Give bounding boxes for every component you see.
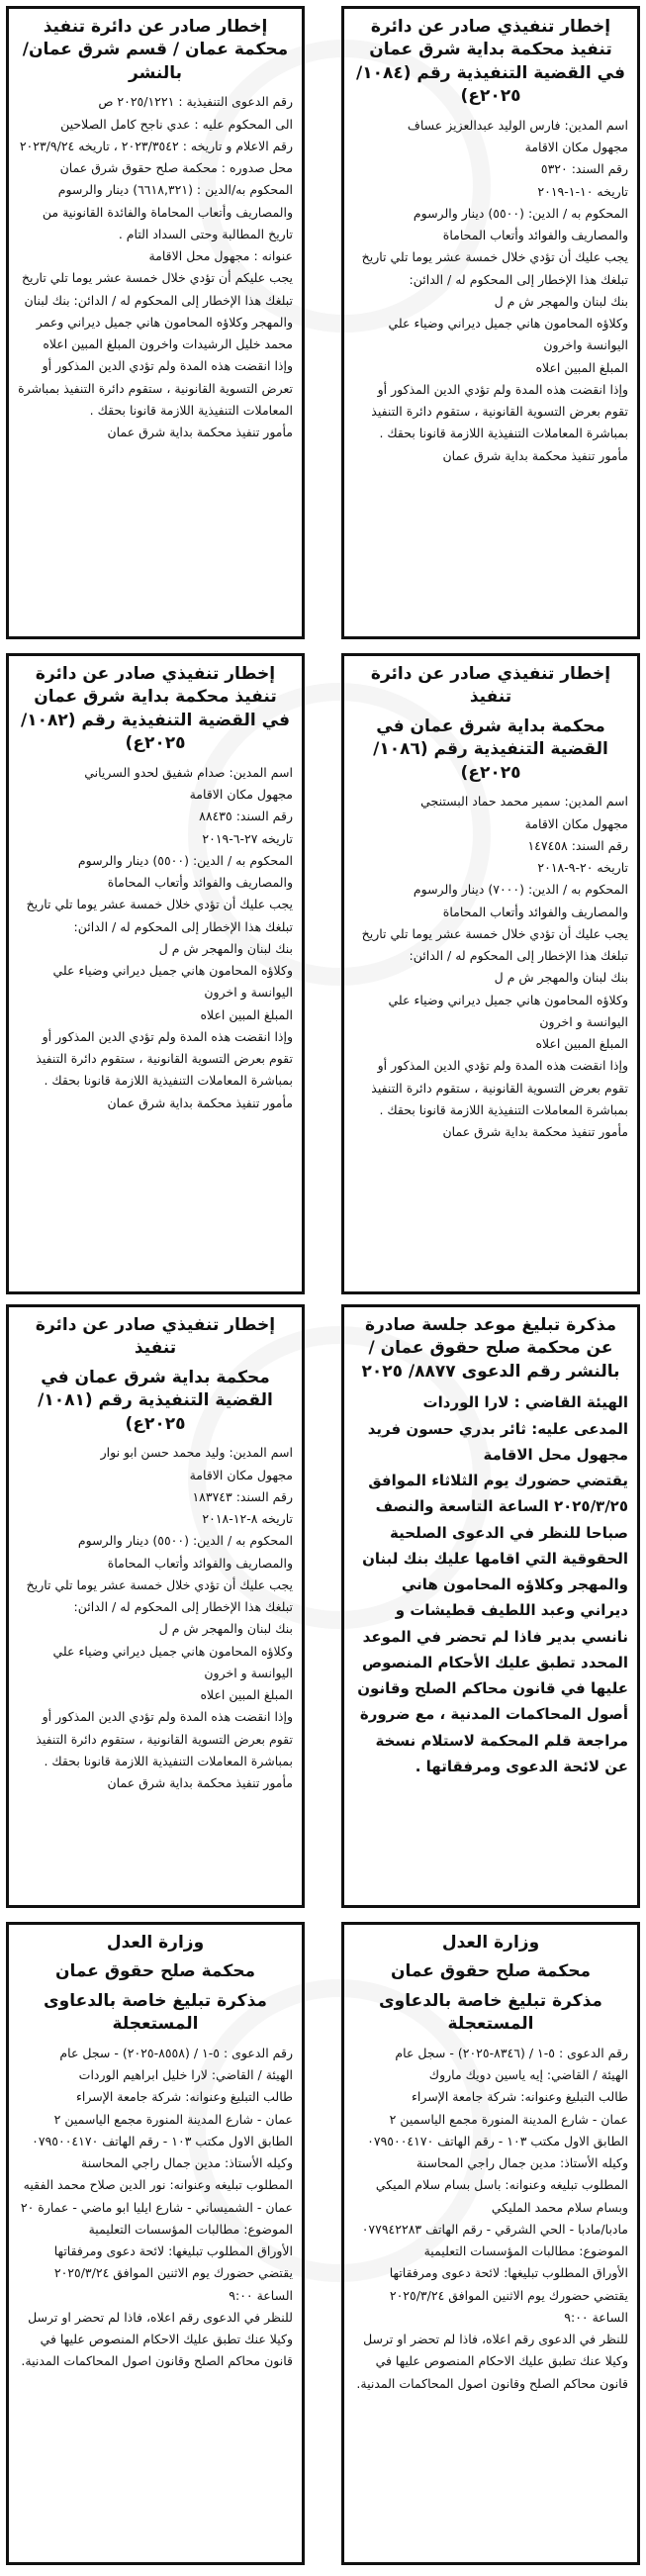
notice-line: اسم المدين: فارس الوليد عبدالعزيز عساف bbox=[407, 117, 628, 133]
notice-line: رقم السند: ٥٣٢٠ bbox=[540, 161, 628, 177]
notice-line: الهيئة / القاضي: لارا خليل ابراهيم الوردات bbox=[78, 2067, 293, 2083]
notice-heading: محكمة بداية شرق عمان في القضية التنفيذية رقم (١٠٨١/ ٢٠٢٥ع) bbox=[38, 1367, 273, 1434]
notice-line: مأمور تنفيذ محكمة بداية شرق عمان bbox=[107, 425, 293, 440]
notice-heading: إخطار صادر عن دائرة تنفيذ محكمة عمان / قسم شرق عمان/ بالنشر bbox=[22, 17, 289, 83]
notice-heading: محكمة صلح حقوق عمان bbox=[55, 1961, 255, 1982]
notice-box bbox=[341, 653, 640, 1294]
notice-line: وكلاؤه المحامون هاني جميل ديراني وضياء علي اليوانسة واخرون bbox=[388, 316, 628, 353]
notice-line: وكيله الأستاذ: مدين جمال راجي المحاسنة bbox=[416, 2155, 628, 2171]
notice-line: يقتضي حضورك يوم الاثنين الموافق ٢٠٢٥/٣/٢٤ الساعة ٩:٠٠ bbox=[389, 2287, 628, 2325]
notice-box bbox=[6, 1304, 305, 1908]
notice-heading: مذكرة تبليغ موعد جلسة صادرة عن محكمة صلح حقوق عمان / بالنشر رقم الدعوى ٨٨٧٧/ ٢٠٢٥ bbox=[361, 1315, 620, 1382]
notice-heading: وزارة العدل bbox=[441, 1933, 540, 1953]
notice-line: المحكوم به / الدين: (٧٠٠٠) دينار والرسوم والمصاريف والفوائد وأتعاب المحاماة bbox=[413, 882, 628, 919]
notice-heading: مذكرة تبليغ خاصة بالدعاوى المستعجلة bbox=[379, 1990, 602, 2035]
notice-line: مأمور تنفيذ محكمة بداية شرق عمان bbox=[107, 1775, 293, 1791]
notice-line: مادبا/مادبا - الحي الشرقي - رقم الهاتف ٠٧٧٩٤٢٢٨٣ bbox=[361, 2221, 628, 2237]
notice-heading: مذكرة تبليغ خاصة بالدعاوى المستعجلة bbox=[44, 1990, 267, 2035]
notice-line: عمان - الشميساني - شارع ايليا ابو ماضي - عمارة ٢٠ bbox=[20, 2199, 293, 2215]
notice-line: وكيله الأستاذ: مدين جمال راجي المحاسنة bbox=[81, 2155, 293, 2171]
notice-line: الهيئة القاضي : لارا الوردات bbox=[422, 1393, 628, 1412]
notice-line: تاريخه ٢٠-٩-٢٠١٨ bbox=[537, 860, 628, 876]
notice-box bbox=[6, 1922, 305, 2565]
notice-line: مجهول مكان الاقامة bbox=[524, 815, 628, 831]
notice-line: رقم الاعلام و تاريخه : ٢٠٢٣/٣٥٤٢ ، تاريخه ٢٠٢٣/٩/٢٤ bbox=[19, 138, 293, 153]
notice-line: محل صدوره : محكمة صلح حقوق شرق عمان bbox=[59, 160, 293, 176]
notice-line: المدعى عليه: ثائر بدري حسون فريد مجهول محل الاقامة bbox=[367, 1419, 628, 1464]
notice-line: رقم السند: ٨٨٤٣٥ bbox=[199, 809, 293, 824]
notice-line: وإذا انقضت هذه المدة ولم تؤدي الدين المذكور أو تقوم بعرض التسوية القانونية ، ستقوم دائرة التنفيذ بمباشرة المعاملات التنفيذية اللازمة قانونا بحقك . bbox=[36, 1028, 293, 1089]
notice-heading: محكمة صلح حقوق عمان bbox=[391, 1961, 591, 1982]
notice-line: طالب التبليغ وعنوانه: شركة جامعة الإسراء bbox=[412, 2089, 628, 2105]
notice-line: رقم السند: ١٤٧٤٥٨ bbox=[527, 837, 628, 853]
notice-line: وإذا انقضت هذه المدة ولم تؤدي الدين المذكور أو تقوم بعرض التسوية القانونية ، ستقوم دائرة التنفيذ بمباشرة المعاملات التنفيذية اللازمة قانونا بحقك . bbox=[371, 381, 628, 441]
notice-box bbox=[341, 1304, 640, 1908]
notice-line: مجهول مكان الاقامة bbox=[189, 787, 293, 803]
notice-line: عمان - شارع المدينة المنورة مجمع الياسمين ٢ الطابق الاول مكتب ١٠٣ - رقم الهاتف ٠٧٩٥٠٠٤١٧٠ bbox=[367, 2111, 628, 2148]
notice-line: رقم الدعوى التنفيذية : ٢٠٢٥/١٢٢١ ص bbox=[98, 94, 293, 110]
notice-line: تاريخه ٨-١٢-٢٠١٨ bbox=[202, 1511, 293, 1527]
notice-line: اسم المدين: سمير محمد حماد البستنجي bbox=[420, 794, 628, 810]
notice-line: للنظر في الدعوى رقم اعلاه، فاذا لم تحضر او ترسل وكيلا عنك تطبق عليك الاحكام المنصوص عليها في قانون محاكم الصلح وقانون اصول المحاكمات المدنية. bbox=[356, 2332, 628, 2391]
notice-line: المحكوم به/الدين : (٦٦١٨,٣٢١) دينار والرسوم والمصاريف وأتعاب المحاماة والفائدة القانونية من تاريخ المطالبة وحتى السداد التام . bbox=[42, 182, 293, 241]
notice-line: المبلغ المبين اعلاه bbox=[535, 1036, 628, 1052]
notice-line: يقتضي حضورك يوم الثلاثاء الموافق ٢٠٢٥/٣/٢٥ الساعة التاسعة والنصف صباحا للنظر في الدعوى الصلحية الحقوقية التي اقامها عليك بنك لبنان والمهجر وكلاؤه المحامون هاني ديراني وعبد اللطيف قطيشات و نانسي بدير فاذا لم تحضر في الموعد المحدد تطبق عليك الأحكام المنصوص عليها في قانون محاكم الصلح وقانون أصول المحاكمات المدنية ، مع ضرورة مراجعة قلم المحكمة لاستلام نسخة عن لائحة الدعوى ومرفقاتها . bbox=[357, 1472, 628, 1775]
notice-line: رقم الدعوى : ٥-١ / (٨٥٥٨-٢٠٢٥) - سجل عام bbox=[59, 2045, 293, 2060]
notice-line: بنك لبنان والمهجر ش م ل bbox=[158, 1621, 293, 1637]
notice-line: يجب عليك أن تؤدي خلال خمسة عشر يوما تلي تاريخ تبلغك هذا الإخطار إلى المحكوم له / الدائن: bbox=[361, 249, 628, 287]
notice-heading: إخطار تنفيذي صادر عن دائرة تنفيذ محكمة بداية شرق عمان في القضية التنفيذية رقم (١٠٨٤/ ٢٠٢٥ع) bbox=[356, 17, 625, 107]
notice-line: تاريخه ١٠-١-٢٠١٩ bbox=[537, 183, 628, 199]
notice-line: المطلوب تبليغه وعنوانه: نور الدين صلاح محمد الفقيه bbox=[23, 2177, 293, 2193]
notice-line: المبلغ المبين اعلاه bbox=[535, 359, 628, 375]
notice-heading: وزارة العدل bbox=[106, 1933, 205, 1953]
notice-line: عنوانه : مجهول محل الاقامة bbox=[148, 248, 293, 264]
notice-line: بنك لبنان والمهجر ش م ل bbox=[158, 940, 293, 956]
notice-line: وإذا انقضت هذه المدة ولم تؤدي الدين المذكور أو تعرض التسوية القانونية ، ستقوم دائرة التنفيذ بمباشرة المعاملات التنفيذية اللازمة قانونا بحقك . bbox=[18, 358, 293, 418]
notice-line: رقم الدعوى : ٥-١ / (٨٣٤٦-٢٠٢٥) - سجل عام bbox=[395, 2045, 628, 2060]
notice-heading: محكمة بداية شرق عمان في القضية التنفيذية رقم (١٠٨٦/ ٢٠٢٥ع) bbox=[373, 716, 608, 783]
notice-line: وإذا انقضت هذه المدة ولم تؤدي الدين المذكور أو تقوم بعرض التسوية القانونية ، ستقوم دائرة التنفيذ بمباشرة المعاملات التنفيذية اللازمة قانونا بحقك . bbox=[36, 1709, 293, 1768]
notice-line: يجب عليكم أن تؤدي خلال خمسة عشر يوما تلي تاريخ تبلغك هذا الإخطار إلى المحكوم له / الدائن: بنك لبنان والمهجر وكلاؤه المحامون هاني جميل ديراني وعمر محمد خليل الرشيدات واخرون المبلغ المبين اعلاه bbox=[21, 270, 293, 352]
notice-line: مأمور تنفيذ محكمة بداية شرق عمان bbox=[442, 1124, 628, 1140]
notice-line: الهيئة / القاضي: إيه ياسين دويك ماروك bbox=[428, 2067, 628, 2083]
notice-box bbox=[6, 653, 305, 1294]
notice-line: وكلاؤه المحامون هاني جميل ديراني وضياء علي اليوانسة و اخرون bbox=[388, 992, 628, 1029]
notice-box bbox=[6, 6, 305, 639]
notice-line: المحكوم به / الدين: (٥٥٠٠) دينار والرسوم والمصاريف والفوائد وأتعاب المحاماة bbox=[77, 852, 293, 891]
notice-line: للنظر في الدعوى رقم اعلاه، فاذا لم تحضر او ترسل وكيلا عنك تطبق عليك الاحكام المنصوص عليها في قانون محاكم الصلح وقانون اصول المحاكمات المدنية. bbox=[21, 2309, 293, 2369]
notice-line: اسم المدين: صدام شفيق لحدو السرياني bbox=[84, 764, 293, 780]
notice-heading: إخطار تنفيذي صادر عن دائرة تنفيذ bbox=[370, 664, 611, 708]
notice-line: وإذا انقضت هذه المدة ولم تؤدي الدين المذكور أو تقوم بعرض التسوية القانونية ، ستقوم دائرة التنفيذ بمباشرة المعاملات التنفيذية اللازمة قانونا بحقك . bbox=[371, 1058, 628, 1117]
notice-line: يقتضي حضورك يوم الاثنين الموافق ٢٠٢٥/٣/٢٤ الساعة ٩:٠٠ bbox=[53, 2265, 293, 2303]
notice-line: الأوراق المطلوب تبليغها: لائحة دعوى ومرفقاتها bbox=[53, 2243, 293, 2259]
notice-line: المبلغ المبين اعلاه bbox=[200, 1006, 293, 1022]
notice-line: رقم السند: ١٨٣٧٤٣ bbox=[192, 1488, 293, 1504]
notice-line: طالب التبليغ وعنوانه: شركة جامعة الإسراء bbox=[76, 2089, 293, 2105]
notice-line: المحكوم به / الدين: (٥٥٠٠) دينار والرسوم والمصاريف والفوائد وأتعاب المحاماة bbox=[77, 1533, 293, 1571]
notice-line: مأمور تنفيذ محكمة بداية شرق عمان bbox=[442, 447, 628, 463]
notice-line: يجب عليك أن تؤدي خلال خمسة عشر يوما تلي تاريخ تبلغك هذا الإخطار إلى المحكوم له / الدائن: bbox=[361, 925, 628, 964]
notice-line: اسم المدين: وليد محمد حسن ابو نوار bbox=[100, 1445, 293, 1461]
notice-line: مجهول مكان الاقامة bbox=[524, 140, 628, 155]
notice-line: تاريخه ٢٧-٦-٢٠١٩ bbox=[202, 830, 293, 846]
notice-box bbox=[341, 6, 640, 639]
notice-line: المبلغ المبين اعلاه bbox=[200, 1687, 293, 1703]
notice-line: المطلوب تبليغه وعنوانه: باسل بسام سلام الميكي وبسام سلام محمد المليكي bbox=[375, 2177, 628, 2215]
notice-line: بنك لبنان والمهجر ش م ل bbox=[494, 293, 628, 309]
notice-line: يجب عليك أن تؤدي خلال خمسة عشر يوما تلي تاريخ تبلغك هذا الإخطار إلى المحكوم له / الدائن: bbox=[26, 897, 293, 934]
notice-heading: إخطار تنفيذي صادر عن دائرة تنفيذ bbox=[35, 1315, 276, 1359]
notice-line: عمان - شارع المدينة المنورة مجمع الياسمين ٢ الطابق الاول مكتب ١٠٣ - رقم الهاتف ٠٧٩٥٠٠٤١٧٠ bbox=[32, 2111, 293, 2148]
notice-line: الموضوع: مطالبات المؤسسات التعليمية bbox=[423, 2243, 628, 2259]
notice-line: الأوراق المطلوب تبليغها: لائحة دعوى ومرفقاتها bbox=[389, 2265, 628, 2281]
notice-heading: إخطار تنفيذي صادر عن دائرة تنفيذ محكمة بداية شرق عمان في القضية التنفيذية رقم (١٠٨٢/ ٢٠٢٥ع) bbox=[21, 664, 290, 754]
notice-line: وكلاؤه المحامون هاني جميل ديراني وضياء علي اليوانسة و اخرون bbox=[52, 1643, 293, 1680]
notice-line: وكلاؤه المحامون هاني جميل ديراني وضياء علي اليوانسة و اخرون bbox=[52, 963, 293, 1001]
notice-line: المحكوم به / الدين: (٥٥٠٠) دينار والرسوم والمصاريف والفوائد وأتعاب المحاماة bbox=[413, 205, 628, 243]
notice-line: الموضوع: مطالبات المؤسسات التعليمية bbox=[88, 2221, 293, 2237]
notice-line: مجهول مكان الاقامة bbox=[189, 1467, 293, 1482]
notice-box bbox=[341, 1922, 640, 2565]
notice-line: بنك لبنان والمهجر ش م ل bbox=[494, 970, 628, 986]
notice-line: الى المحكوم عليه : عدي ناجح كامل الصلاحين bbox=[60, 116, 293, 132]
notice-line: يجب عليك أن تؤدي خلال خمسة عشر يوما تلي تاريخ تبلغك هذا الإخطار إلى المحكوم له / الدائن: bbox=[26, 1576, 293, 1615]
notice-line: مأمور تنفيذ محكمة بداية شرق عمان bbox=[107, 1095, 293, 1110]
